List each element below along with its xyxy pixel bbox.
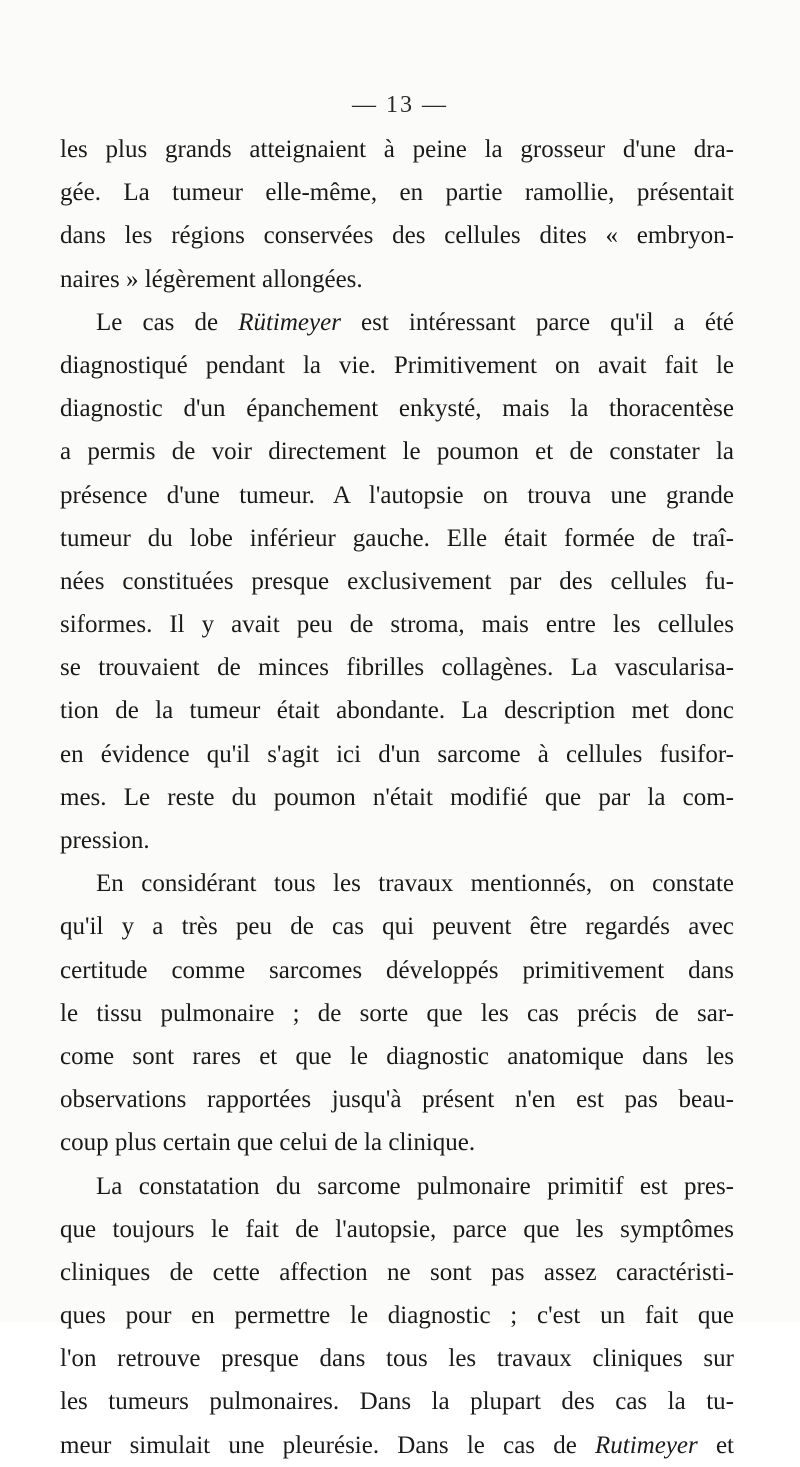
text-line: présence d'une tumeur. A l'autopsie on trouva une grande [60, 481, 734, 509]
page-number: — 13 — [352, 92, 448, 118]
text-line: mes. Le reste du poumon n'était modifié que par la com- [60, 783, 734, 811]
text-line: a permis de voir directement le poumon et de constater la [60, 438, 734, 466]
text-line: naires » légèrement allongées. [60, 265, 363, 293]
text-line: siformes. Il y avait peu de stroma, mais entre les cellules [60, 611, 734, 639]
text-line: cliniques de cette affection ne sont pas assez caractéristi- [60, 1258, 734, 1286]
text-line: le tissu pulmonaire ; de sorte que les cas précis de sar- [60, 999, 734, 1027]
text-line: certitude comme sarcomes développés primitivement dans [60, 956, 734, 984]
text-line: ques pour en permettre le diagnostic ; c'est un fait que [60, 1302, 734, 1330]
text-segment: meur simulait une pleurésie. Dans le cas de [60, 1431, 596, 1459]
text-line: diagnostiqué pendant la vie. Primitivement on avait fait le [60, 351, 734, 379]
author-name: Rutimeyer [595, 1431, 698, 1459]
text-line: gée. La tumeur elle-même, en partie ramollie, présentait [60, 179, 734, 207]
text-line: observations rapportées jusqu'à présent n'en est pas beau- [60, 1086, 734, 1114]
text-line: diagnostic d'un épanchement enkysté, mais la thoracentèse [60, 395, 734, 423]
text-line: les plus grands atteignaient à peine la grosseur d'une dra- [60, 136, 734, 163]
text-line: en évidence qu'il s'agit ici d'un sarcome à cellules fusifor- [60, 740, 734, 768]
text-line: l'on retrouve presque dans tous les travaux cliniques sur [60, 1345, 734, 1373]
author-name: Rütimeyer [238, 308, 341, 336]
text-line: que toujours le fait de l'autopsie, parce que les symptômes [60, 1215, 734, 1243]
text-line: tion de la tumeur était abondante. La description met donc [60, 697, 734, 725]
text-segment: Le cas de [96, 308, 239, 336]
text-line: se trouvaient de minces fibrilles collagènes. La vascularisa- [60, 654, 734, 682]
text-line: La constatation du sarcome pulmonaire primitif est pres- [96, 1172, 734, 1200]
text-line: coup plus certain que celui de la clinique. [60, 1129, 476, 1157]
text-line: En considérant tous les travaux mentionnés, on constate [96, 870, 734, 898]
text-line: pression. [60, 827, 150, 854]
text-line [60, 301, 734, 344]
text-line: dans les régions conservées des cellules dites « embryon- [60, 222, 734, 250]
text-line: nées constituées presque exclusivement par des cellules fu- [60, 567, 734, 595]
text-segment: est intéressant parce qu'il a été [340, 308, 734, 336]
text-segment: et [697, 1431, 734, 1459]
text-line: qu'il y a très peu de cas qui peuvent être regardés avec [60, 913, 734, 941]
body-text [60, 128, 734, 1467]
text-line [60, 1424, 734, 1467]
text-line: les tumeurs pulmonaires. Dans la plupart des cas la tu- [60, 1388, 734, 1416]
text-line: come sont rares et que le diagnostic anatomique dans les [60, 1042, 734, 1070]
text-line: tumeur du lobe inférieur gauche. Elle était formée de traî- [60, 524, 734, 552]
